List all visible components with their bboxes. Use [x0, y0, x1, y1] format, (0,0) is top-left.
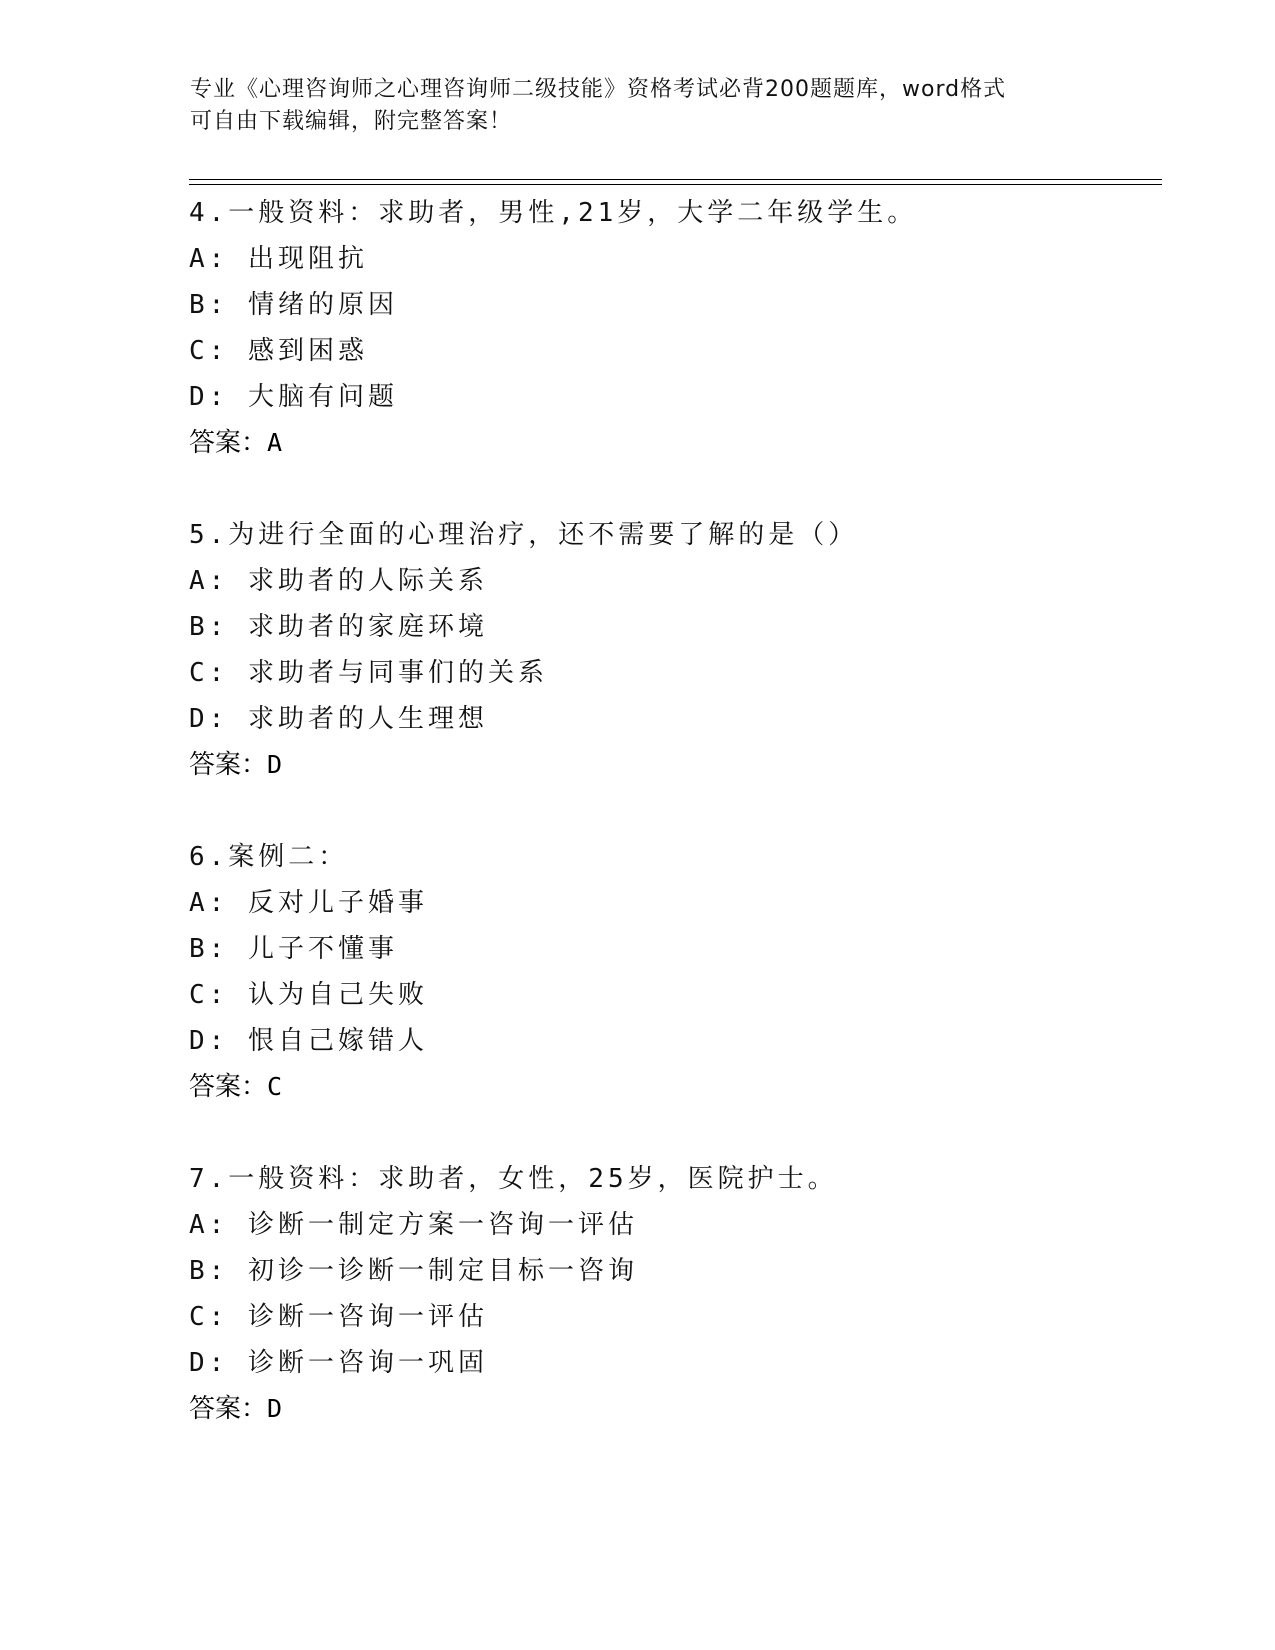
option-b: B: 求助者的家庭环境	[189, 612, 488, 642]
answer-line	[189, 1064, 1149, 1110]
question-stem: 6.案例二：	[189, 842, 349, 872]
option-c: C: 感到困惑	[189, 336, 368, 366]
answer-value: C	[267, 1072, 283, 1101]
answer-label: 答案：	[189, 1394, 268, 1424]
option-a: A: 诊断一制定方案一咨询一评估	[189, 1210, 638, 1240]
option-a: A: 求助者的人际关系	[189, 566, 488, 596]
answer-value: D	[267, 750, 283, 779]
question-stem: 5.为进行全面的心理治疗，还不需要了解的是（）	[189, 520, 859, 550]
option-c: C: 认为自己失败	[189, 980, 428, 1010]
question-stem: 4.一般资料：求助者，男性,21岁，大学二年级学生。	[189, 198, 918, 228]
option-c: C: 求助者与同事们的关系	[189, 658, 548, 688]
header-divider-bottom	[189, 184, 1162, 185]
option-a: A: 出现阻抗	[189, 244, 368, 274]
header-divider-top	[189, 179, 1162, 180]
option-b: B: 情绪的原因	[189, 290, 398, 320]
answer-value: A	[267, 428, 283, 457]
question-7	[189, 1156, 1149, 1432]
option-a: A: 反对儿子婚事	[189, 888, 428, 918]
document-header	[190, 74, 1090, 138]
header-line-1: 专业《心理咨询师之心理咨询师二级技能》资格考试必背200题题库，word格式	[190, 77, 1007, 102]
question-list	[189, 190, 1149, 1478]
option-d: D: 诊断一咨询一巩固	[189, 1348, 488, 1378]
option-d: D: 大脑有问题	[189, 382, 398, 412]
option-d: D: 恨自己嫁错人	[189, 1026, 428, 1056]
answer-line	[189, 420, 1149, 466]
option-b: B: 儿子不懂事	[189, 934, 398, 964]
answer-label: 答案：	[189, 750, 268, 780]
answer-line	[189, 742, 1149, 788]
question-4	[189, 190, 1149, 466]
answer-label: 答案：	[189, 428, 268, 458]
question-6	[189, 834, 1149, 1110]
question-stem: 7.一般资料：求助者，女性，25岁，医院护士。	[189, 1164, 838, 1194]
answer-line	[189, 1386, 1149, 1432]
answer-label: 答案：	[189, 1072, 268, 1102]
option-c: C: 诊断一咨询一评估	[189, 1302, 488, 1332]
header-line-2: 可自由下载编辑，附完整答案！	[190, 109, 513, 134]
option-b: B: 初诊一诊断一制定目标一咨询	[189, 1256, 638, 1286]
answer-value: D	[267, 1394, 283, 1423]
question-5	[189, 512, 1149, 788]
option-d: D: 求助者的人生理想	[189, 704, 488, 734]
